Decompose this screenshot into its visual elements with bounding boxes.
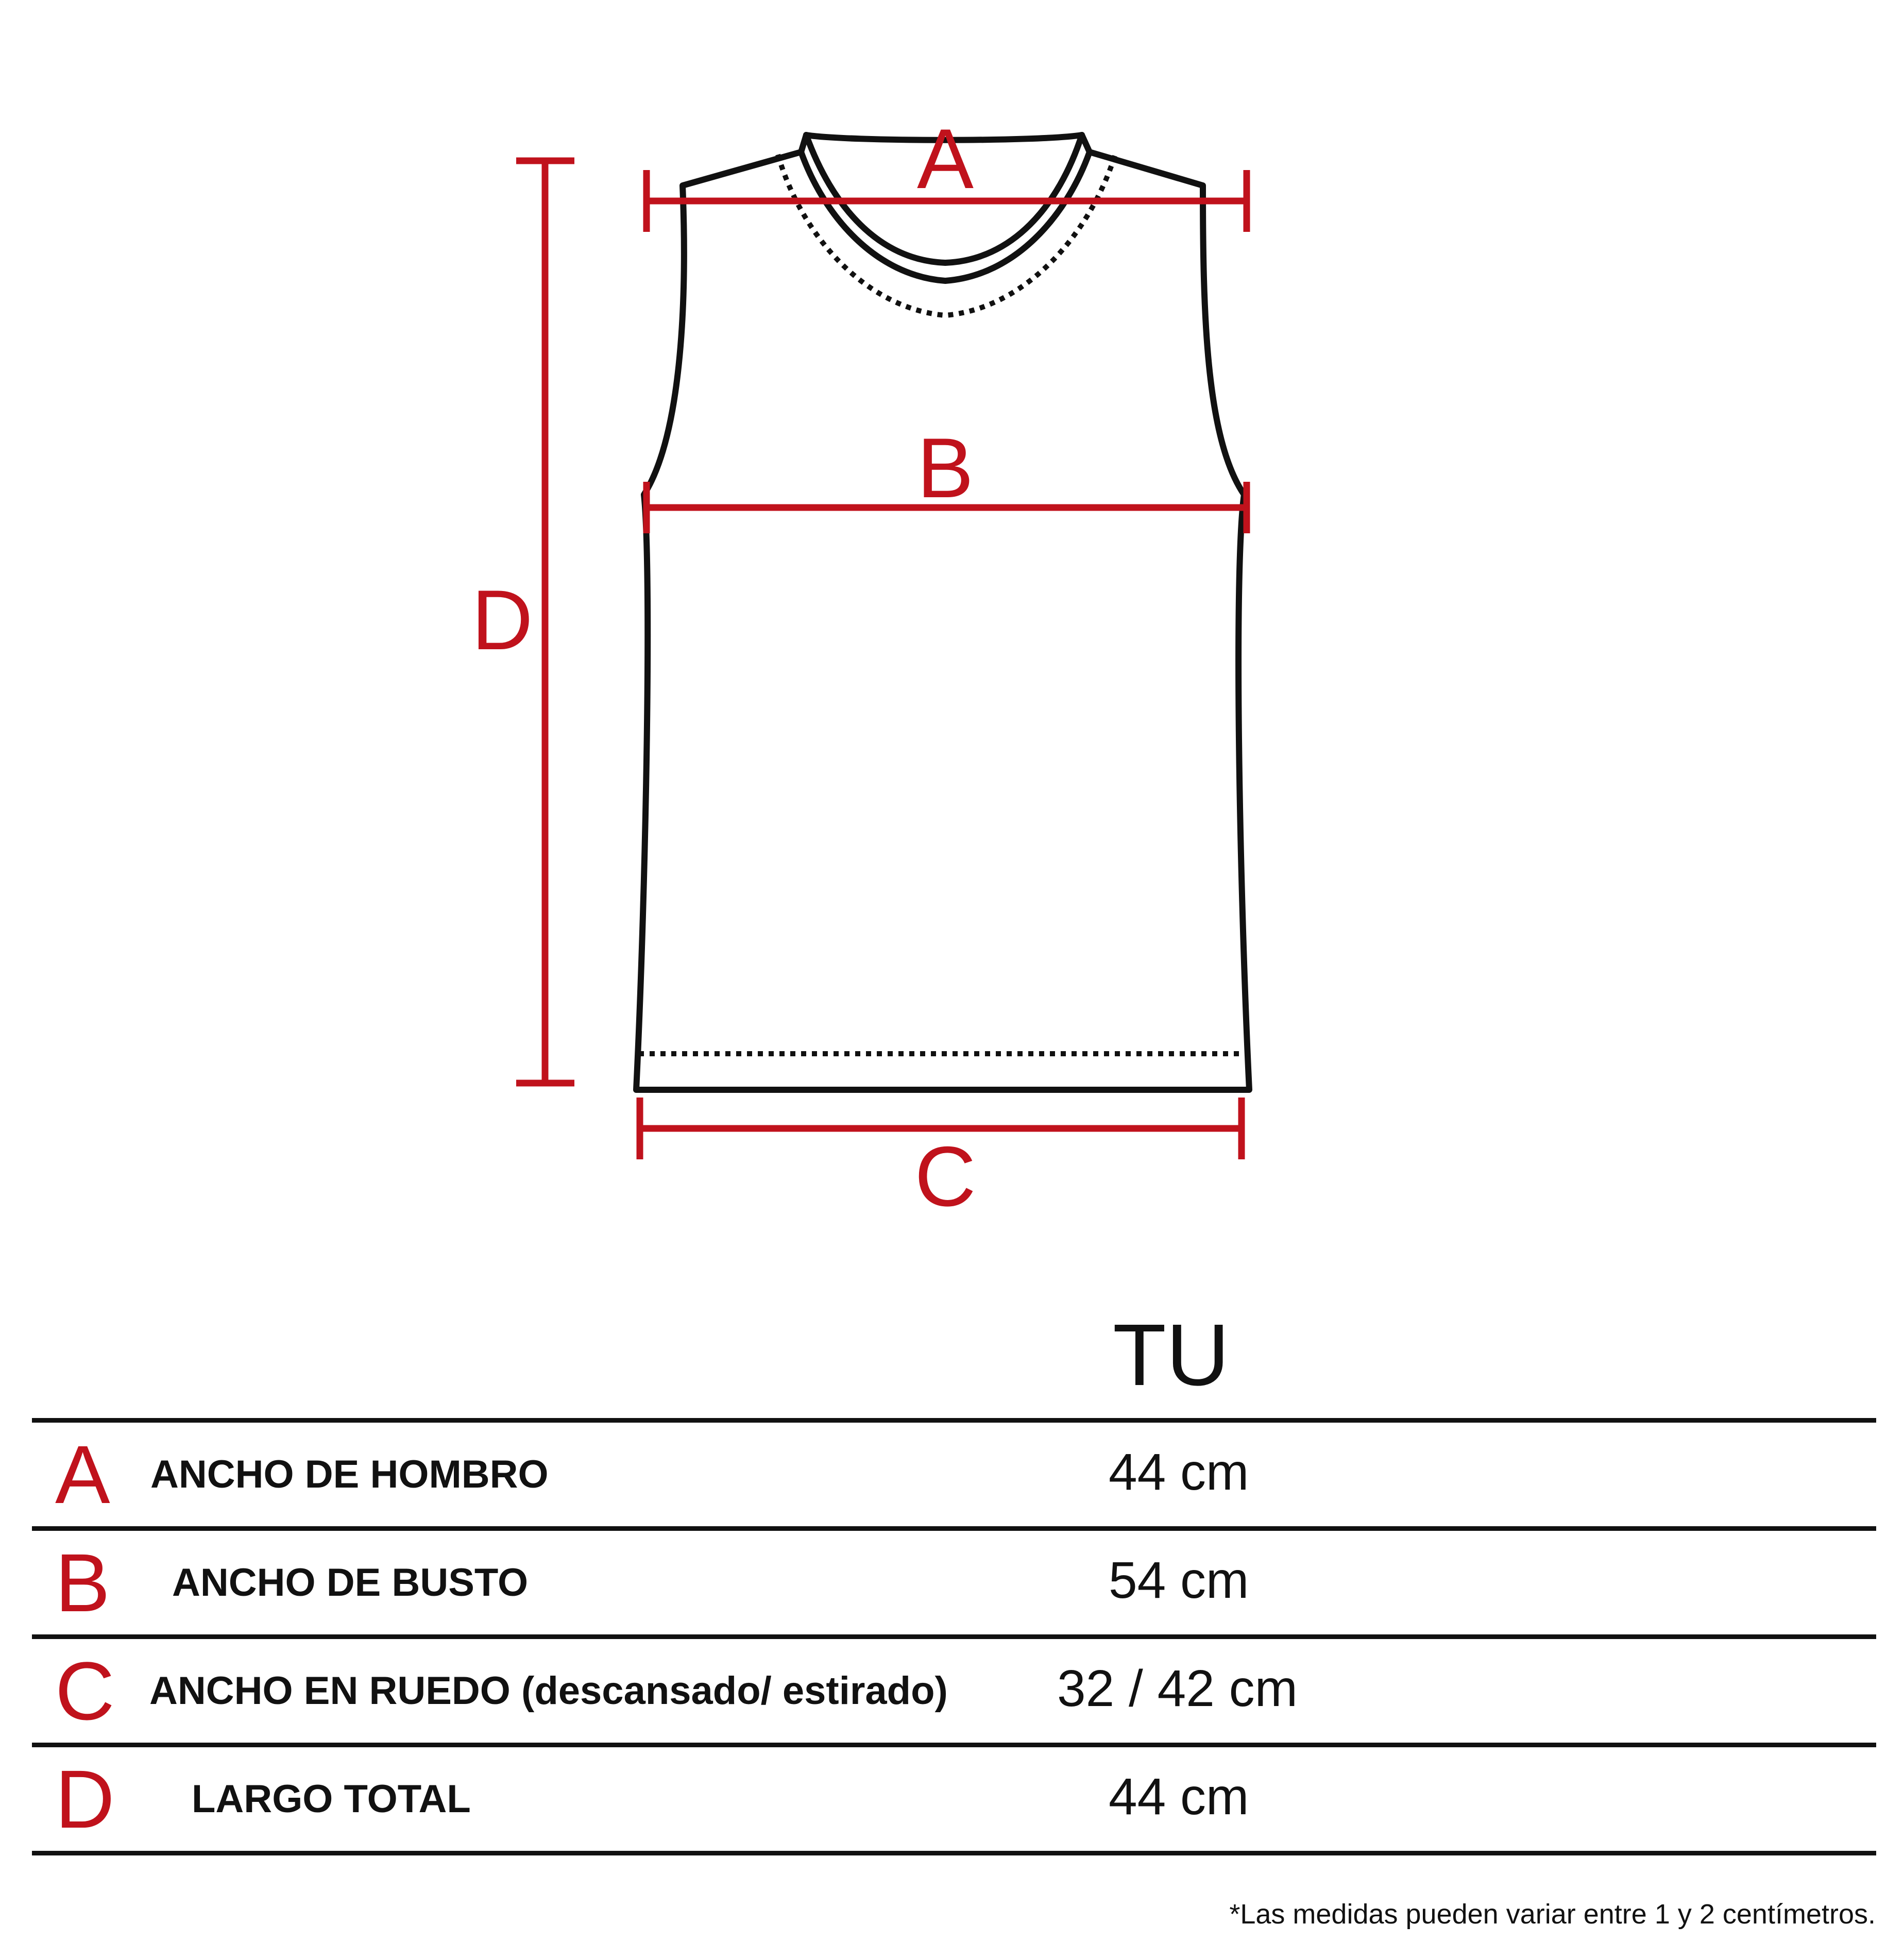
row-value: 44 cm [1109,1443,1249,1501]
size-row-b [32,1531,1876,1634]
size-row-c [32,1640,1876,1743]
row-label: ANCHO DE BUSTO [172,1561,529,1605]
row-value: 54 cm [1109,1551,1249,1609]
size-row-a [32,1423,1876,1526]
size-column-header: TU [1113,1306,1230,1404]
measure-a-label: A [916,111,974,206]
measure-d-label: D [471,572,533,667]
row-value: 44 cm [1109,1768,1249,1826]
table-divider [32,1743,1876,1747]
row-letter: A [55,1428,110,1521]
size-row-d [32,1748,1876,1851]
table-divider [32,1418,1876,1423]
measure-c-label: C [914,1129,976,1224]
measure-lines [516,161,1247,1159]
row-label: ANCHO EN RUEDO (descansado/ estirado) [149,1669,948,1713]
row-letter: B [55,1537,110,1629]
measurement-disclaimer: *Las medidas pueden variar entre 1 y 2 centímetros. [1229,1899,1876,1930]
measure-b-label: B [916,420,974,515]
table-divider [32,1851,1876,1855]
row-letter: C [55,1645,115,1737]
row-letter: D [55,1753,115,1845]
row-label: LARGO TOTAL [192,1777,471,1821]
table-divider [32,1634,1876,1639]
garment-body-outline [636,152,1249,1090]
garment-outline [636,135,1249,1090]
stitching [639,155,1247,1054]
row-value: 32 / 42 cm [1057,1660,1298,1717]
table-divider [32,1526,1876,1531]
row-label: ANCHO DE HOMBRO [150,1453,549,1496]
